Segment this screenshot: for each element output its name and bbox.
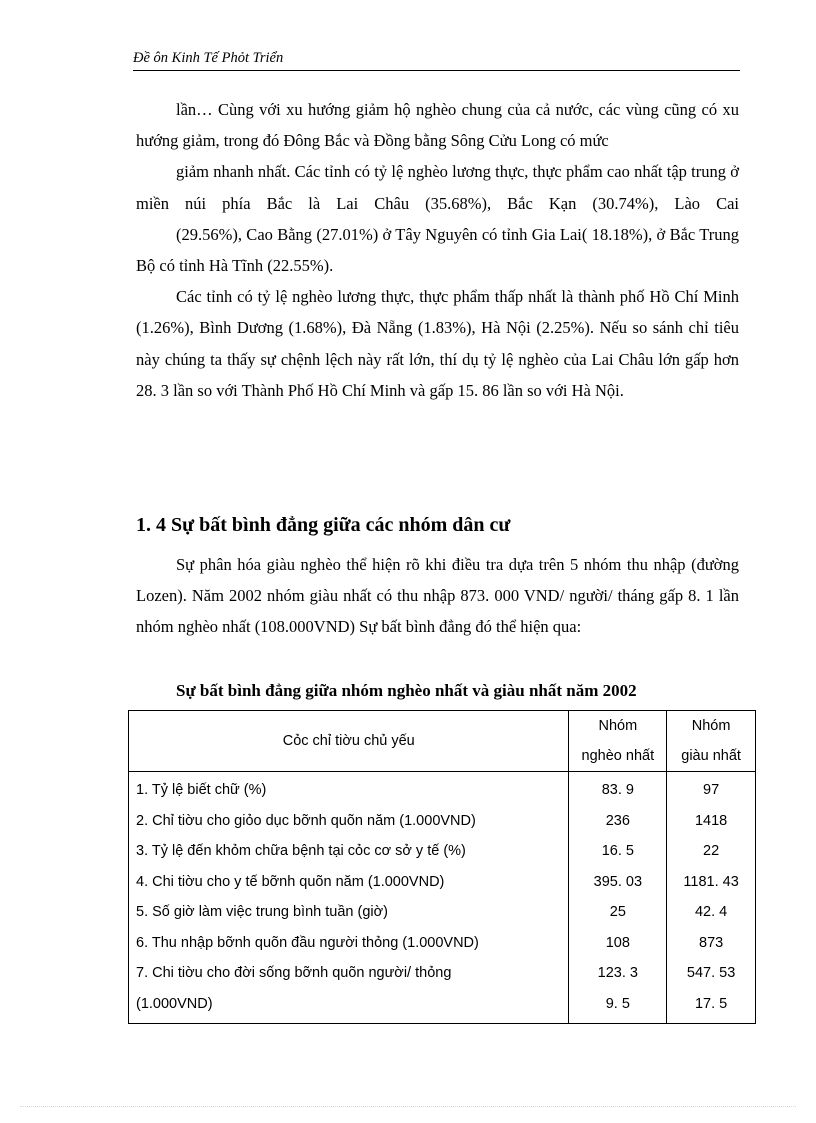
- row-richest: 42. 4: [667, 897, 756, 928]
- header-indicator: Cỏc chỉ tiờu chủ yếu: [129, 711, 569, 772]
- header-richest-line1: Nhóm: [691, 718, 731, 734]
- row-label: 5. Số giờ làm việc trung bình tuần (giờ): [129, 897, 569, 928]
- text-block-top: [136, 94, 739, 406]
- row-poorest: 395. 03: [569, 867, 667, 898]
- page-bottom-divider: [20, 1106, 796, 1107]
- row-poorest: 236: [569, 806, 667, 837]
- table-row: [129, 897, 756, 928]
- paragraph-2: giảm nhanh nhất. Các tỉnh có tỷ lệ nghèo lương thực, thực phẩm cao nhất tập trung ở miền núi phía Bắc là Lai Châu (35.68%), Bắc Kạn (30.74%), Lào Cai: [136, 162, 739, 213]
- table-header-row: [129, 711, 756, 772]
- section-heading: 1. 4 Sự bất bình đẳng giữa các nhóm dân cư: [136, 514, 511, 536]
- row-label: 3. Tỷ lệ đến khỏm chữa bệnh tại cỏc cơ sở y tế (%): [129, 836, 569, 867]
- paragraph-4: Các tỉnh có tỷ lệ nghèo lương thực, thực phẩm thấp nhất là thành phố Hồ Chí Minh (1.26%), Bình Dương (1.68%), Đà Nẵng (1.83%), Hà Nội (2.25%). Nếu so sánh chỉ tiêu này chúng ta thấy sự chệnh lệch này rất lớn, thí dụ tỷ lệ nghèo của Lai Châu lớn gấp hơn 28. 3 lần so với Thành Phố Hồ Chí Minh và gấp 15. 86 lần so với Hà Nội.: [136, 287, 739, 400]
- page-header: [133, 48, 740, 71]
- row-label: (1.000VND): [129, 989, 569, 1024]
- table-row: [129, 806, 756, 837]
- table-row: [129, 772, 756, 806]
- header-title: Đề ôn Kinh Tế Phỏt Triển: [133, 50, 284, 66]
- row-richest: 22: [667, 836, 756, 867]
- paragraph-5: Sự phân hóa giàu nghèo thể hiện rõ khi điều tra dựa trên 5 nhóm thu nhập (đường Lozen). Năm 2002 nhóm giàu nhất có thu nhập 873. 000 VND/ người/ tháng gấp 8. 1 lần nhóm nghèo nhất (108.000VND) Sự bất bình đẳng đó thể hiện qua:: [136, 555, 739, 637]
- row-label: 7. Chi tiờu cho đời sống bỡnh quõn người/ thỏng: [129, 958, 569, 989]
- row-richest: 1181. 43: [667, 867, 756, 898]
- row-poorest: 9. 5: [569, 989, 667, 1024]
- header-poorest-line2: nghèo nhất: [581, 748, 655, 764]
- row-poorest: 16. 5: [569, 836, 667, 867]
- row-label: 1. Tỷ lệ biết chữ (%): [129, 772, 569, 806]
- table-row: [129, 989, 756, 1024]
- header-poorest-line1: Nhóm: [598, 718, 638, 734]
- inequality-table: [128, 710, 756, 1024]
- row-label: 6. Thu nhập bỡnh quõn đầu người thỏng (1.000VND): [129, 928, 569, 959]
- row-poorest: 83. 9: [569, 772, 667, 806]
- table-row: [129, 867, 756, 898]
- row-poorest: 123. 3: [569, 958, 667, 989]
- text-block-bottom: [136, 549, 739, 643]
- table-row: [129, 958, 756, 989]
- header-richest-line2: giàu nhất: [681, 748, 741, 764]
- row-label: 4. Chi tiờu cho y tế bỡnh quõn năm (1.000VND): [129, 867, 569, 898]
- row-richest: 873: [667, 928, 756, 959]
- paragraph-1: lần… Cùng với xu hướng giảm hộ nghèo chung của cả nước, các vùng cũng có xu hướng giảm, trong đó Đông Bắc và Đồng bằng Sông Cửu Long có mức: [136, 100, 739, 151]
- row-poorest: 25: [569, 897, 667, 928]
- table-row: [129, 836, 756, 867]
- table-title: Sự bất bình đẳng giữa nhóm nghèo nhất và giàu nhất năm 2002: [176, 681, 637, 700]
- row-richest: 17. 5: [667, 989, 756, 1024]
- row-richest: 1418: [667, 806, 756, 837]
- row-label: 2. Chỉ tiờu cho giỏo dục bỡnh quõn năm (1.000VND): [129, 806, 569, 837]
- row-richest: 97: [667, 772, 756, 806]
- row-richest: 547. 53: [667, 958, 756, 989]
- paragraph-3: (29.56%), Cao Bằng (27.01%) ở Tây Nguyên có tỉnh Gia Lai( 18.18%), ở Bắc Trung Bộ có tỉnh Hà Tĩnh (22.55%).: [136, 224, 739, 276]
- table-row: [129, 928, 756, 959]
- header-richest: [667, 711, 756, 772]
- row-poorest: 108: [569, 928, 667, 959]
- header-poorest: [569, 711, 667, 772]
